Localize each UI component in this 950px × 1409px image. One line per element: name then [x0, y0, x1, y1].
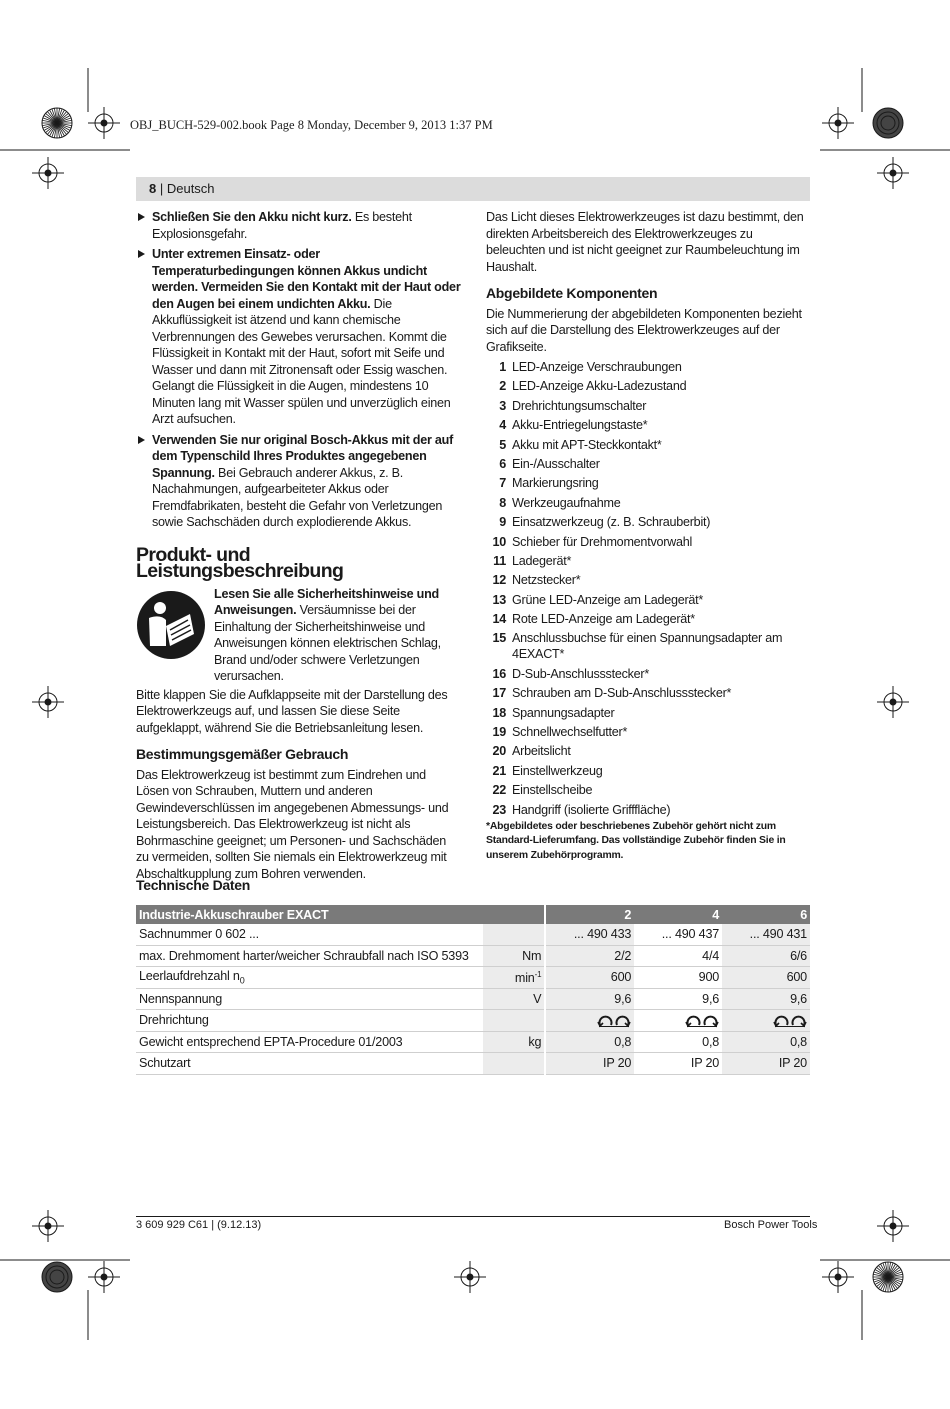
- rotation-direction-icon: [685, 1014, 719, 1028]
- tech-value: IP 20: [545, 1053, 634, 1075]
- crosshair-mark-icon: [32, 157, 64, 189]
- tech-value: 9,6: [722, 988, 810, 1010]
- component-number: 6: [499, 456, 506, 471]
- tech-value: [634, 1010, 722, 1032]
- tech-value: ... 490 433: [545, 924, 634, 945]
- component-label: Rote LED-Anzeige am Ladegerät*: [512, 612, 695, 627]
- tech-row: [136, 1053, 810, 1075]
- warning-block: [136, 586, 462, 685]
- component-label: Spannungsadapter: [512, 705, 615, 720]
- components-title: Abgebildete Komponenten: [486, 285, 658, 301]
- components-intro: Die Nummerierung der abgebildeten Komponenten bezieht sich auf die Darstellung des Elektrowerkzeuges auf der Grafikseite.: [486, 306, 802, 354]
- tech-header-v2: 4: [634, 905, 722, 924]
- component-number: 2: [499, 379, 506, 394]
- component-item: [486, 666, 812, 682]
- tech-unit: V: [483, 988, 545, 1010]
- tech-header-unit: [483, 905, 545, 924]
- tech-header-row: [136, 905, 810, 924]
- component-number: 12: [492, 573, 506, 588]
- component-item: [486, 437, 812, 453]
- safety-bullet-1: Schließen Sie den Akku nicht kurz. Es besteht Explosionsgefahr.: [136, 209, 462, 242]
- tech-value: [722, 1010, 810, 1032]
- tech-value: 4/4: [634, 945, 722, 967]
- usage-text: Das Elektrowerkzeug ist bestimmt zum Eindrehen und Lösen von Schrauben, Muttern und anderen Gewindeverschlüssen im angegebenen Abmessungs- und Leistungsbereich. Das Elektrowerkzeug ist nicht als Bohrmaschine geeignet; um Personen- und Sachschäden zu vermeiden, sollten Sie niemals ein Elektrowerkzeug mit Abschaltkupplung zum Bohren verwenden.: [136, 767, 449, 881]
- rotation-direction-icon: [597, 1014, 631, 1028]
- crosshair-mark-icon: [32, 686, 64, 718]
- page-number: 8: [149, 181, 157, 196]
- component-number: 1: [499, 360, 506, 374]
- registration-mark-icon: [42, 108, 72, 138]
- component-label: Ein-/Ausschalter: [512, 456, 600, 471]
- component-item: [486, 763, 812, 779]
- crosshair-mark-icon: [822, 107, 854, 139]
- component-item: [486, 705, 812, 721]
- component-number: 17: [492, 686, 506, 701]
- component-number: 20: [492, 744, 506, 759]
- component-number: 16: [492, 666, 506, 681]
- tech-label: Gewicht entsprechend EPTA-Procedure 01/2003: [136, 1031, 483, 1053]
- component-label: Einsatzwerkzeug (z. B. Schrauberbit): [512, 515, 711, 530]
- component-number: 11: [493, 553, 506, 568]
- component-item: [486, 475, 812, 491]
- crosshair-mark-icon: [88, 1261, 120, 1293]
- tech-unit: kg: [483, 1031, 545, 1053]
- tech-unit: $\min^{-1}$: [483, 967, 545, 989]
- component-item: [486, 495, 812, 511]
- tech-unit: Nm: [483, 945, 545, 967]
- tech-label: Drehrichtung: [136, 1010, 483, 1032]
- crosshair-mark-icon: [877, 157, 909, 189]
- component-label: Markierungsring: [512, 476, 599, 491]
- component-item: [486, 378, 812, 394]
- crosshair-mark-icon: [877, 686, 909, 718]
- right-column: [486, 209, 812, 863]
- component-label: LED-Anzeige Akku-Ladezustand: [512, 379, 687, 394]
- component-item: [486, 417, 812, 433]
- bullet-triangle-icon: [138, 213, 145, 221]
- tech-value: 2/2: [545, 945, 634, 967]
- tech-value: 6/6: [722, 945, 810, 967]
- crosshair-mark-icon: [454, 1261, 486, 1293]
- tech-value: 900: [634, 967, 722, 989]
- component-item: [486, 743, 812, 759]
- footer-left: 3 609 929 C61 | (9.12.13): [136, 1219, 262, 1231]
- tech-header-v3: 6: [722, 905, 810, 924]
- component-number: 7: [499, 476, 506, 491]
- tech-value: 9,6: [634, 988, 722, 1010]
- component-label: Arbeitslicht: [512, 744, 571, 759]
- component-label: D-Sub-Anschlussstecker*: [512, 666, 650, 681]
- component-item: [486, 724, 812, 740]
- component-item: [486, 572, 812, 588]
- component-label: Werkzeugaufnahme: [512, 495, 621, 510]
- component-item: [486, 592, 812, 608]
- component-label: Akku-Entriegelungstaste*: [512, 418, 648, 433]
- tech-value: [545, 1010, 634, 1032]
- fold-instruction: Bitte klappen Sie die Aufklappseite mit der Darstellung des Elektrowerkzeugs auf, und lassen Sie diese Seite aufgeklappt, während Sie die Betriebsanleitung lesen.: [136, 687, 448, 735]
- component-item: [486, 685, 812, 701]
- component-item: [486, 456, 812, 472]
- component-item: [486, 802, 812, 818]
- tech-value: 0,8: [545, 1031, 634, 1053]
- component-number: 18: [492, 705, 506, 720]
- left-column: [136, 209, 462, 882]
- tech-value: IP 20: [634, 1053, 722, 1075]
- bullet-triangle-icon: [138, 250, 145, 258]
- component-label: Schrauben am D-Sub-Anschlussstecker*: [512, 686, 732, 701]
- accessory-footnote: *Abgebildetes oder beschriebenes Zubehör gehört nicht zum Standard-Lieferumfang. Das vollständige Zubehör finden Sie in unserem Zubehörprogramm.: [486, 820, 786, 861]
- component-number: 15: [492, 631, 506, 646]
- tech-value: 600: [545, 967, 634, 989]
- print-slug: OBJ_BUCH-529-002.book Page 8 Monday, December 9, 2013 1:37 PM: [130, 118, 493, 132]
- warning-bold: Lesen Sie alle Sicherheitshinweise und Anweisungen.: [214, 586, 439, 617]
- tech-unit: [483, 1053, 545, 1075]
- component-label: Grüne LED-Anzeige am Ladegerät*: [512, 592, 704, 607]
- tech-label: Schutzart: [136, 1053, 483, 1075]
- usage-title: Bestimmungsgemäßer Gebrauch: [136, 746, 349, 762]
- component-label: Netzstecker*: [512, 573, 581, 588]
- header-separator: |: [156, 181, 167, 196]
- component-label: Schnellwechselfutter*: [512, 725, 628, 740]
- tech-row: [136, 924, 810, 945]
- rotation-direction-icon: [773, 1014, 807, 1028]
- page-header-bar: [136, 177, 810, 201]
- component-number: 10: [492, 534, 506, 549]
- tech-label: max. Drehmoment harter/weicher Schraubfall nach ISO 5393: [136, 945, 483, 967]
- component-number: 23: [492, 802, 506, 817]
- component-item: [486, 514, 812, 530]
- component-item: [486, 398, 812, 414]
- component-number: 13: [492, 592, 506, 607]
- tech-data-table: [136, 905, 810, 1075]
- tech-unit: [483, 1010, 545, 1032]
- tech-label: Nennspannung: [136, 988, 483, 1010]
- bullet-triangle-icon: [138, 436, 145, 444]
- tech-row: [136, 988, 810, 1010]
- component-number: 5: [499, 437, 506, 452]
- tech-header-v1: 2: [545, 905, 634, 924]
- tech-unit: [483, 924, 545, 945]
- component-number: 22: [492, 783, 506, 798]
- tech-value: 0,8: [634, 1031, 722, 1053]
- component-item: [486, 534, 812, 550]
- component-label: Ladegerät*: [512, 553, 572, 568]
- component-number: 3: [499, 398, 506, 413]
- tech-header-label: Industrie-Akkuschrauber EXACT: [136, 905, 483, 924]
- component-item: [486, 553, 812, 569]
- footer-rule: [136, 1216, 810, 1217]
- component-number: 8: [499, 495, 506, 510]
- tech-row: [136, 967, 810, 989]
- component-label: Einstellscheibe: [512, 783, 593, 798]
- footer-right: Bosch Power Tools: [724, 1219, 818, 1231]
- tech-value: 600: [722, 967, 810, 989]
- tech-value: 9,6: [545, 988, 634, 1010]
- component-number: 4: [499, 418, 506, 433]
- crosshair-mark-icon: [88, 107, 120, 139]
- component-label: Schieber für Drehmomentvorwahl: [512, 534, 693, 549]
- tech-label: Sachnummer 0 602 ...: [136, 924, 483, 945]
- tech-row: [136, 945, 810, 967]
- component-number: 21: [492, 763, 506, 778]
- component-label: Anschlussbuchse für einen Spannungsadapter am 4EXACT*: [512, 631, 783, 662]
- tech-value: IP 20: [722, 1053, 810, 1075]
- crosshair-mark-icon: [32, 1210, 64, 1242]
- component-label: LED-Anzeige Verschraubungen: [512, 360, 682, 374]
- component-label: Handgriff (isolierte Grifffläche): [512, 802, 671, 817]
- component-label: Einstellwerkzeug: [512, 763, 603, 778]
- component-number: 14: [492, 612, 506, 627]
- crosshair-mark-icon: [822, 1261, 854, 1293]
- tech-value: ... 490 431: [722, 924, 810, 945]
- safety-bullet-3: Verwenden Sie nur original Bosch-Akkus mit der auf dem Typenschild Ihres Produktes angegebenen Spannung. Bei Gebrauch anderer Akkus, z. B. Nachahmungen, aufgearbeiteter Akkus oder Fremdfabrikaten, besteht die Gefahr von Verletzungen sowie Sachschäden durch explodierende Akkus.: [136, 432, 462, 531]
- component-label: Akku mit APT-Steckkontakt*: [512, 437, 662, 452]
- components-list: [486, 359, 812, 818]
- tech-row: [136, 1010, 810, 1032]
- page-header: [149, 181, 215, 196]
- light-text: Das Licht dieses Elektrowerkzeuges ist dazu bestimmt, den direkten Arbeitsbereich des Elektrowerkzeuges zu beleuchten und ist nicht geeignet zur Raumbeleuchtung im Haushalt.: [486, 210, 804, 274]
- tech-label: Leerlaufdrehzahl $n_0$: [136, 967, 483, 989]
- warning-text: Versäumnisse bei der Einhaltung der Sicherheitshinweise und Anweisungen können elektrischen Schlag, Brand und/oder schwere Verletzungen verursachen.: [214, 603, 441, 683]
- component-item: [486, 630, 812, 662]
- component-label: Drehrichtungsumschalter: [512, 398, 647, 413]
- header-language: Deutsch: [166, 181, 215, 196]
- safety-bullet-2: Unter extremen Einsatz- oder Temperaturbedingungen können Akkus undicht werden. Vermeiden Sie den Kontakt mit der Haut oder den Augen bei einem undichten Akku. Die Akkuflüssigkeit ist ätzend und kann chemische Verbrennungen des Gewebes verursachen. Kommt die Flüssigkeit in Kontakt mit der Haut, sofort mit Seife und Wasser und dann mit Zitronensaft oder Essig waschen. Gelangt die Flüssigkeit in die Augen, mindestens 10 Minuten lang mit Wasser spülen und unverzüglich einen Arzt aufsuchen.: [136, 246, 462, 428]
- tech-title: Technische Daten: [136, 877, 250, 893]
- tech-value: ... 490 437: [634, 924, 722, 945]
- component-item: [486, 611, 812, 627]
- component-number: 19: [492, 725, 506, 740]
- section-title: Produkt- und Leistungsbeschreibung: [136, 543, 344, 582]
- component-item: [486, 782, 812, 798]
- component-number: 9: [499, 515, 506, 530]
- tech-row: [136, 1031, 810, 1053]
- read-manual-icon: [136, 590, 206, 660]
- component-item: [486, 359, 812, 375]
- tech-value: 0,8: [722, 1031, 810, 1053]
- crosshair-mark-icon: [877, 1210, 909, 1242]
